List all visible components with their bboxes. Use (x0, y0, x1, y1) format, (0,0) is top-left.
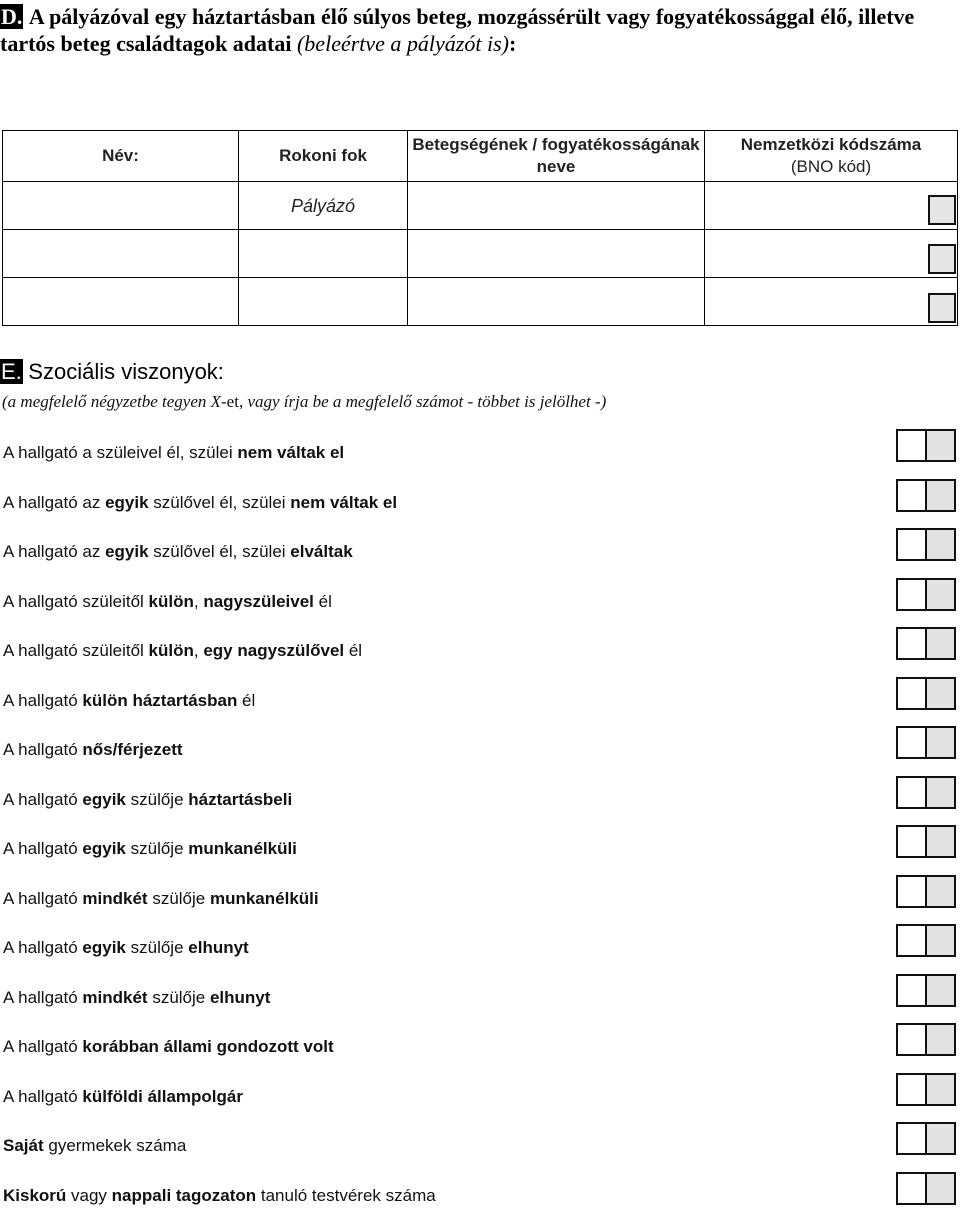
list-item-text: A hallgató szüleitől (3, 641, 149, 660)
list-item-text: egyik (82, 790, 126, 809)
name-cell[interactable] (3, 182, 239, 230)
answer-checkbox[interactable] (926, 1122, 956, 1155)
table-row (3, 230, 958, 278)
list-item-text: A hallgató a szüleivel él, szülei (3, 443, 238, 462)
list-item-text: külföldi állampolgár (82, 1087, 243, 1106)
answer-checkbox[interactable] (926, 974, 956, 1007)
list-item-text: külön (148, 592, 194, 611)
relation-cell[interactable] (239, 230, 408, 278)
code-cell[interactable] (705, 230, 958, 278)
section-d-subtitle: (beleértve a pályázót is) (296, 31, 509, 56)
list-item-text: A hallgató az (3, 542, 106, 561)
list-item-text: A hallgató (3, 691, 83, 710)
code-checkbox[interactable] (928, 195, 956, 225)
list-item (3, 443, 344, 463)
list-item (3, 1037, 334, 1057)
list-item-text: A hallgató szüleitől (3, 592, 149, 611)
answer-checkbox[interactable] (896, 1073, 926, 1106)
answer-box-pair (896, 578, 956, 611)
section-e-letter: E. (1, 359, 22, 384)
list-item-text: A hallgató (3, 938, 83, 957)
list-item (3, 1136, 186, 1156)
list-item (3, 691, 255, 711)
answer-checkbox[interactable] (896, 479, 926, 512)
answer-box-pair (896, 726, 956, 759)
list-item-text: gyermekek száma (43, 1136, 187, 1155)
list-item-text: mindkét (82, 988, 148, 1007)
section-e-heading (0, 358, 224, 385)
answer-checkbox[interactable] (896, 528, 926, 561)
list-item-text: szülője (147, 988, 210, 1007)
list-item-text: tanuló testvérek száma (256, 1186, 436, 1205)
list-item-text: szülővel él, szülei (148, 542, 291, 561)
answer-checkbox[interactable] (896, 974, 926, 1007)
list-item-text: korábban állami gondozott volt (82, 1037, 334, 1056)
list-item-text: A hallgató (3, 988, 83, 1007)
relation-cell[interactable] (239, 278, 408, 326)
answer-checkbox[interactable] (926, 627, 956, 660)
list-item-text: nem váltak el (237, 443, 345, 462)
list-item (3, 839, 297, 859)
list-item-text: vagy (66, 1186, 112, 1205)
answer-box-pair (896, 1023, 956, 1056)
answer-checkbox[interactable] (926, 726, 956, 759)
list-item-text: egyik (105, 493, 149, 512)
list-item-text: nem váltak el (290, 493, 398, 512)
answer-checkbox[interactable] (926, 429, 956, 462)
list-item-text: , (193, 641, 204, 660)
section-d-letter: D. (1, 4, 23, 29)
list-item (3, 1186, 436, 1206)
list-item-text: egyik (105, 542, 149, 561)
code-checkbox[interactable] (928, 244, 956, 274)
instruction-part: -et, (221, 392, 244, 411)
answer-checkbox[interactable] (896, 1172, 926, 1205)
list-item-text: külön (148, 641, 194, 660)
section-e-title: Szociális viszonyok: (28, 359, 224, 384)
instruction-part: (a megfelelő négyzetbe tegyen X (2, 392, 222, 411)
answer-checkbox[interactable] (926, 1073, 956, 1106)
header-relation: Rokoni fok (239, 131, 408, 182)
answer-box-pair (896, 1122, 956, 1155)
answer-checkbox[interactable] (896, 875, 926, 908)
header-code (705, 131, 958, 182)
answer-box-pair (896, 875, 956, 908)
answer-checkbox[interactable] (896, 1122, 926, 1155)
answer-box-pair (896, 825, 956, 858)
header-illness: Betegségének / fogyatékosságának neve (408, 131, 705, 182)
section-e-instructions (2, 392, 606, 412)
header-code-line1: Nemzetközi kódszáma (740, 135, 922, 154)
name-cell[interactable] (3, 278, 239, 326)
list-item-text: Kiskorú (3, 1186, 67, 1205)
illness-cell[interactable] (408, 278, 705, 326)
list-item-text: A hallgató (3, 1037, 83, 1056)
list-item (3, 889, 319, 909)
illness-cell[interactable] (408, 182, 705, 230)
list-item-text: A hallgató (3, 1087, 83, 1106)
instruction-part: vagy írja be a megfelelő számot - többet is jelölhet -) (243, 392, 607, 411)
list-item-text: külön háztartásban (82, 691, 238, 710)
answer-box-pair (896, 924, 956, 957)
list-item (3, 493, 397, 513)
name-cell[interactable] (3, 230, 239, 278)
list-item-text: A hallgató (3, 790, 83, 809)
list-item-text: szülője (125, 839, 189, 858)
answer-checkbox[interactable] (896, 1023, 926, 1056)
list-item-text: egyik (82, 839, 126, 858)
list-item (3, 790, 292, 810)
list-item (3, 988, 270, 1008)
list-item-text: egy nagyszülővel (203, 641, 345, 660)
list-item-text: A hallgató (3, 889, 83, 908)
table-header-row (3, 131, 958, 182)
list-item-text: A hallgató az (3, 493, 106, 512)
list-item-text: nappali tagozaton (111, 1186, 257, 1205)
answer-checkbox[interactable] (926, 677, 956, 710)
answer-box-pair (896, 528, 956, 561)
answer-checkbox[interactable] (896, 429, 926, 462)
list-item-text: szülője (147, 889, 210, 908)
answer-box-pair (896, 1172, 956, 1205)
list-item-text: , (193, 592, 204, 611)
list-item (3, 641, 362, 661)
answer-checkbox[interactable] (896, 776, 926, 809)
list-item-text: él (313, 592, 332, 611)
list-item-text: munkanélküli (188, 839, 297, 858)
list-item-text: egyik (82, 938, 126, 957)
answer-checkbox[interactable] (926, 528, 956, 561)
answer-box-pair (896, 429, 956, 462)
section-d-title: A pályázóval egy háztartásban élő súlyos beteg, mozgássérült vagy fogyatékossággal élő, illetve tartós beteg családtagok adatai (0, 4, 915, 56)
answer-checkbox[interactable] (896, 578, 926, 611)
answer-checkbox[interactable] (926, 578, 956, 611)
table-row (3, 278, 958, 326)
section-d-colon: : (508, 31, 517, 56)
answer-checkbox[interactable] (896, 726, 926, 759)
list-item-text: él (344, 641, 363, 660)
list-item (3, 938, 249, 958)
section-d-heading (0, 3, 955, 57)
table-row (3, 182, 958, 230)
answer-box-pair (896, 1073, 956, 1106)
list-item-text: szülővel él, szülei (148, 493, 291, 512)
answer-box-pair (896, 974, 956, 1007)
list-item-text: munkanélküli (209, 889, 319, 908)
answer-box-pair (896, 677, 956, 710)
list-item (3, 542, 353, 562)
code-cell[interactable] (705, 278, 958, 326)
answer-checkbox[interactable] (926, 924, 956, 957)
header-code-line2: (BNO kód) (790, 157, 872, 176)
list-item (3, 740, 183, 760)
list-item (3, 1087, 243, 1107)
answer-checkbox[interactable] (896, 677, 926, 710)
list-item-text: háztartásbeli (188, 790, 293, 809)
answer-checkbox[interactable] (896, 627, 926, 660)
code-cell[interactable] (705, 182, 958, 230)
answer-checkbox[interactable] (926, 776, 956, 809)
answer-checkbox[interactable] (896, 825, 926, 858)
answer-box-pair (896, 627, 956, 660)
list-item-text: A hallgató (3, 839, 83, 858)
answer-box-pair (896, 479, 956, 512)
code-checkbox[interactable] (928, 293, 956, 323)
list-item-text: mindkét (82, 889, 148, 908)
list-item-text: Saját (3, 1136, 44, 1155)
answer-checkbox[interactable] (926, 1023, 956, 1056)
list-item-text: elhunyt (188, 938, 249, 957)
list-item-text: elhunyt (209, 988, 271, 1007)
relation-cell-applicant: Pályázó (239, 182, 408, 230)
answer-checkbox[interactable] (896, 924, 926, 957)
list-item-text: él (237, 691, 256, 710)
header-name: Név: (3, 131, 239, 182)
answer-checkbox[interactable] (926, 479, 956, 512)
list-item-text: nagyszüleivel (203, 592, 314, 611)
list-item-text: elváltak (290, 542, 353, 561)
list-item-text: A hallgató (3, 740, 83, 759)
list-item-text: szülője (125, 790, 189, 809)
list-item-text: nős/férjezett (82, 740, 183, 759)
answer-box-pair (896, 776, 956, 809)
answer-checkbox[interactable] (926, 875, 956, 908)
list-item-text: szülője (125, 938, 189, 957)
answer-checkbox[interactable] (926, 825, 956, 858)
family-members-table (2, 130, 958, 326)
list-item (3, 592, 332, 612)
illness-cell[interactable] (408, 230, 705, 278)
answer-checkbox[interactable] (926, 1172, 956, 1205)
